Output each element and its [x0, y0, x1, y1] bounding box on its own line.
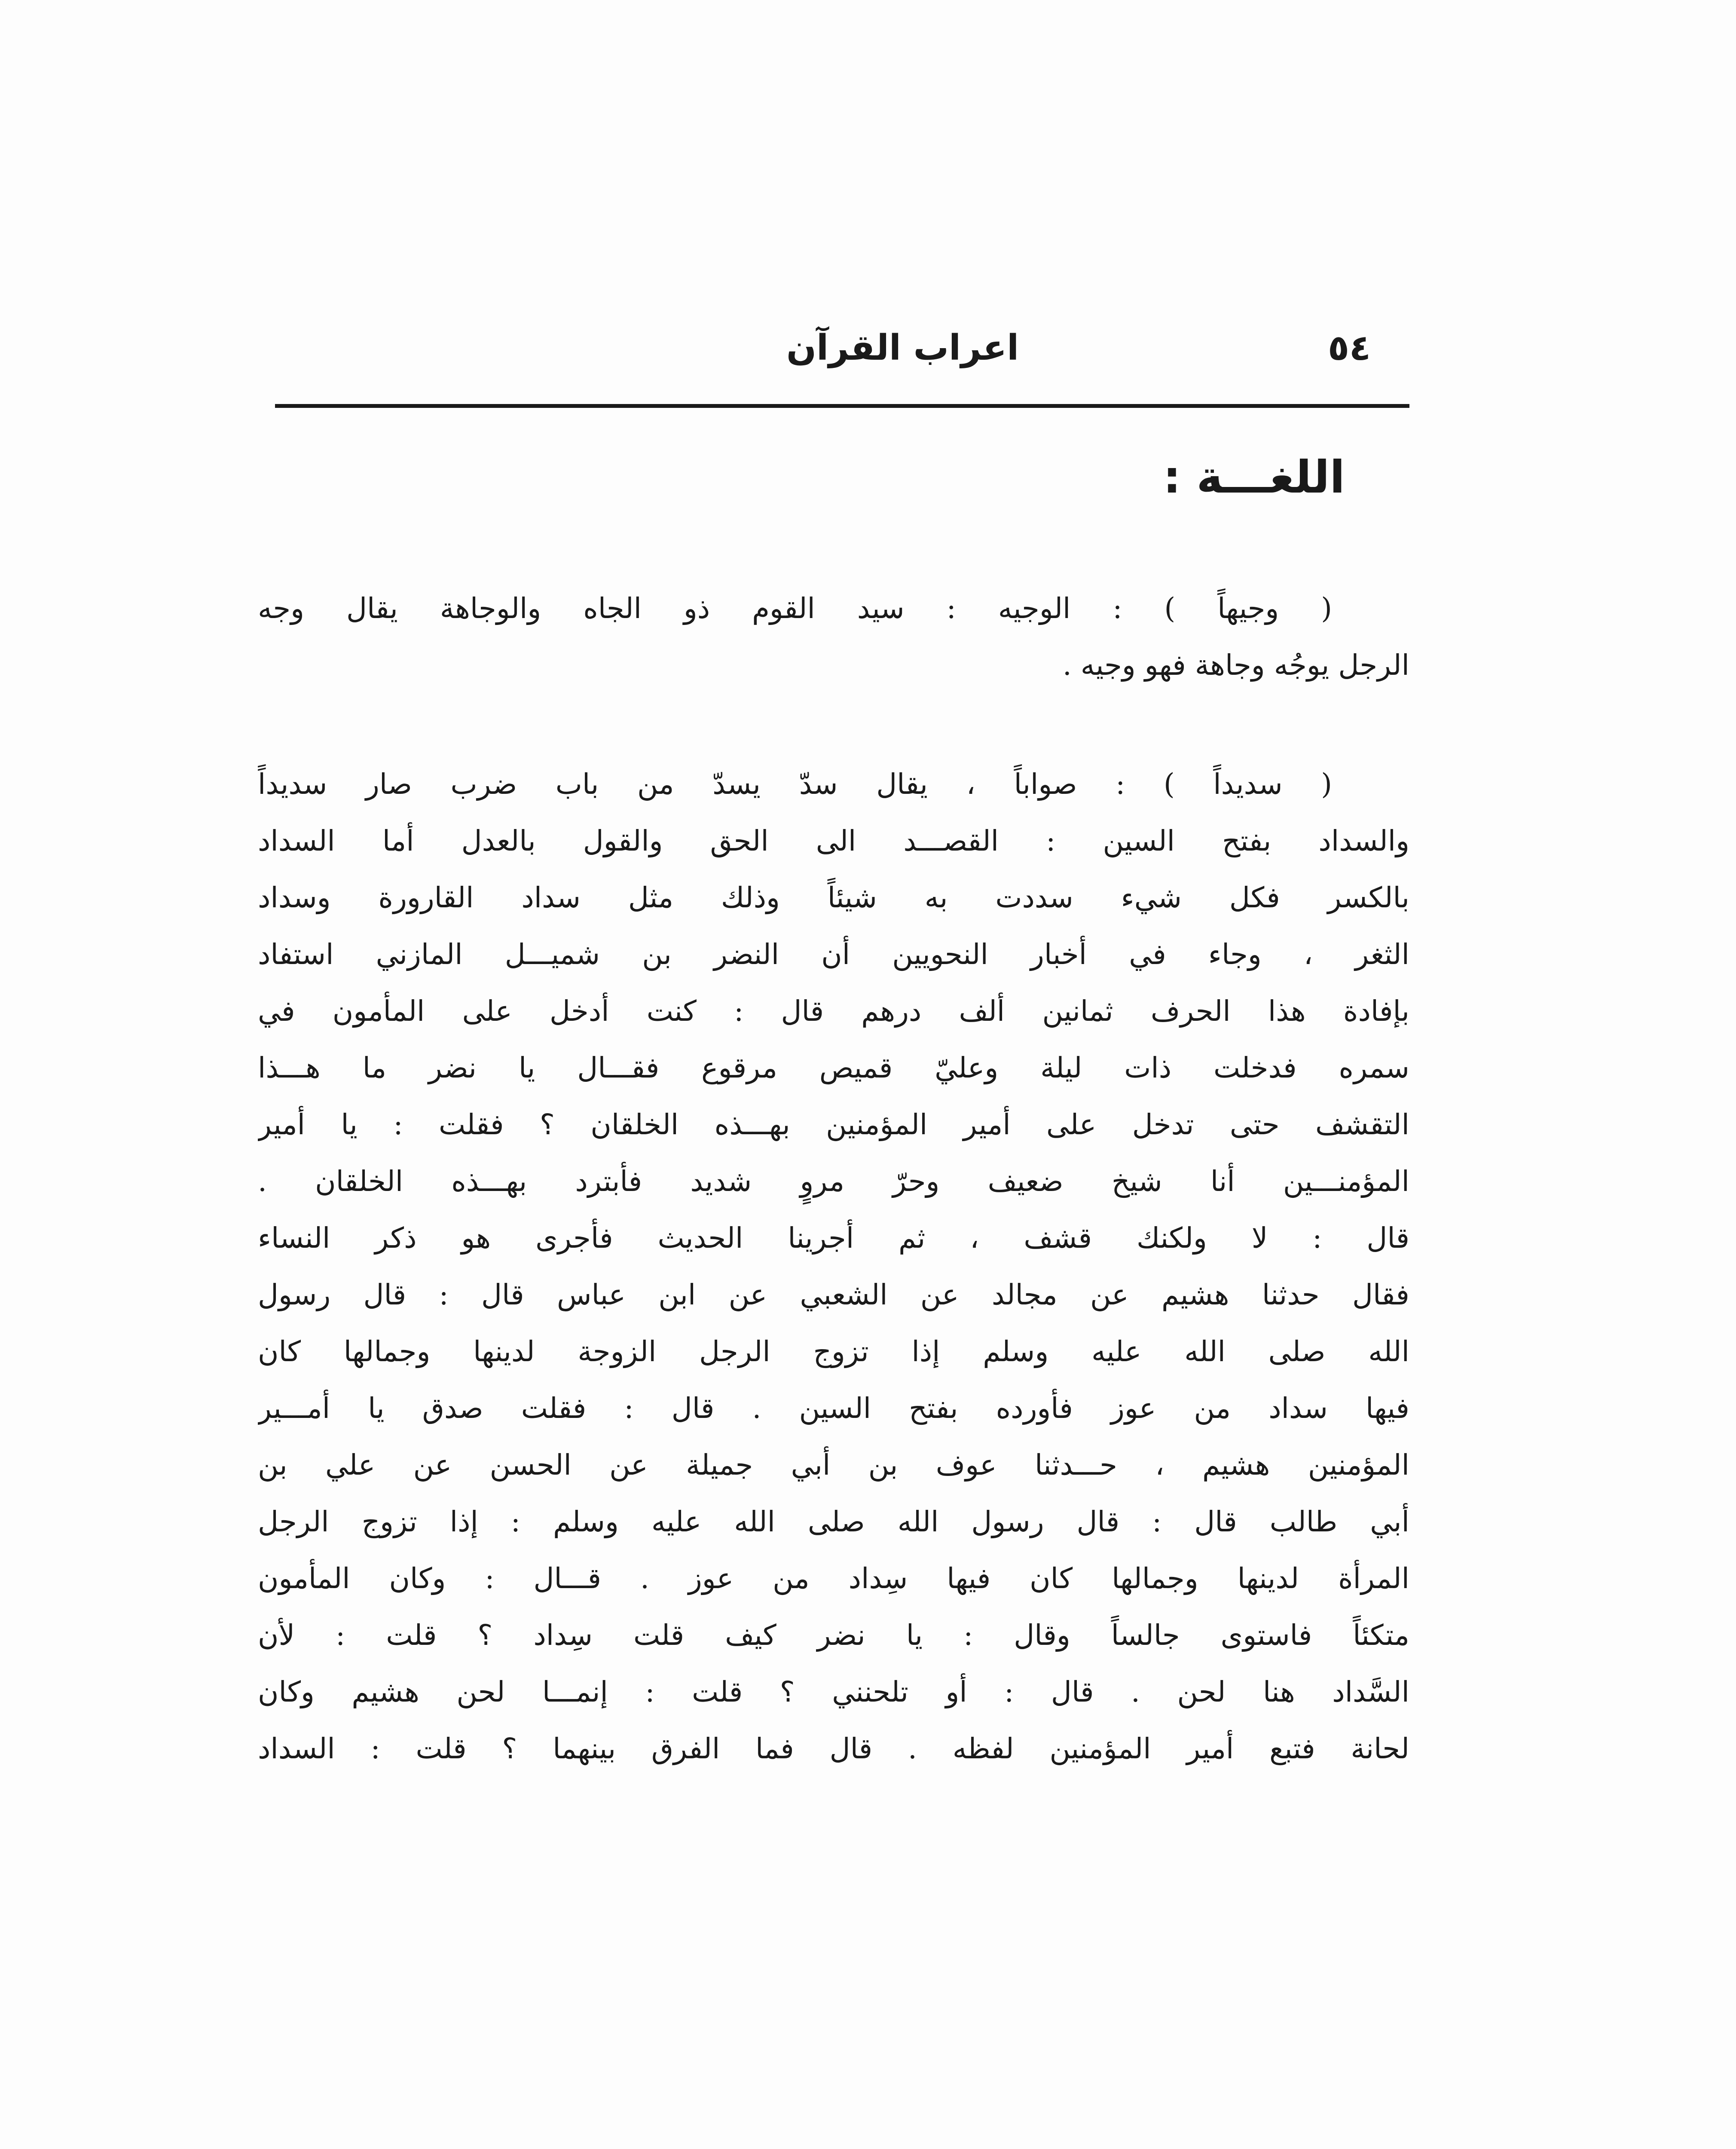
text-line: بالكسر فكل شيء سددت به شيئاً وذلك مثل سداد القارورة وسداد	[258, 881, 1409, 914]
header-rule	[275, 404, 1409, 408]
section-heading: اللغـــة :	[1163, 451, 1345, 503]
paragraph-sadid	[258, 756, 1409, 1777]
text-line: المرأة لدينها وجمالها كان فيها سِداد من عوز . قـــال : وكان المأمون	[258, 1562, 1409, 1595]
page-number: ٥٤	[1328, 328, 1371, 368]
text-line: فيها سداد من عوز فأورده بفتح السين . قال : فقلت صدق يا أمـــير	[258, 1392, 1409, 1425]
text-line: أبي طالب قال : قال رسول الله صلى الله عليه وسلم : إذا تزوج الرجل	[258, 1505, 1409, 1538]
text-line: ( سديداً ) : صواباً ، يقال سدّ يسدّ من باب ضرب صار سديداً	[258, 768, 1332, 801]
text-line: ( وجيهاً ) : الوجيه : سيد القوم ذو الجاه والوجاهة يقال وجه	[258, 592, 1332, 625]
text-line: بإفادة هذا الحرف ثمانين ألف درهم قال : كنت أدخل على المأمون في	[258, 995, 1409, 1028]
text-line: التقشف حتى تدخل على أمير المؤمنين بهـــذه الخلقان ؟ فقلت : يا أمير	[258, 1108, 1409, 1141]
text-line: المؤمنـــين أنا شيخ ضعيف وحرّ مروٍ شديد فأبترد بهـــذه الخلقان .	[258, 1165, 1409, 1198]
paragraph-wajih	[258, 580, 1409, 694]
text-line: متكئاً فاستوى جالساً وقال : يا نضر كيف قلت سِداد ؟ قلت : لأن	[258, 1619, 1409, 1652]
text-line: سمره فدخلت ذات ليلة وعليّ قميص مرقوع فقـــال يا نضر ما هـــذا	[258, 1051, 1409, 1084]
text-line: الثغر ، وجاء في أخبار النحويين أن النضر بن شميـــل المازني استفاد	[258, 938, 1409, 971]
book-title: اعراب القرآن	[786, 328, 1019, 368]
text-line: والسداد بفتح السين : القصـــد الى الحق والقول بالعدل أما السداد	[258, 824, 1409, 857]
text-line: لحانة فتبع أمير المؤمنين لفظه . قال فما الفرق بينهما ؟ قلت : السداد	[258, 1732, 1409, 1765]
text-line: فقال حدثنا هشيم عن مجالد عن الشعبي عن ابن عباس قال : قال رسول	[258, 1278, 1409, 1311]
text-line: الله صلى الله عليه وسلم إذا تزوج الرجل الزوجة لدينها وجمالها كان	[258, 1335, 1409, 1368]
text-line: السَّداد هنا لحن . قال : أو تلحنني ؟ قلت : إنمـــا لحن هشيم وكان	[258, 1675, 1409, 1708]
text-line: المؤمنين هشيم ، حـــدثنا عوف بن أبي جميلة عن الحسن عن علي بن	[258, 1448, 1409, 1482]
running-header	[275, 309, 1409, 387]
text-line: قال : لا ولكنك قشف ، ثم أجرينا الحديث فأجرى هو ذكر النساء	[258, 1221, 1409, 1255]
body-text	[258, 580, 1409, 1840]
text-line: الرجل يوجُه وجاهة فهو وجيه .	[1062, 649, 1409, 682]
